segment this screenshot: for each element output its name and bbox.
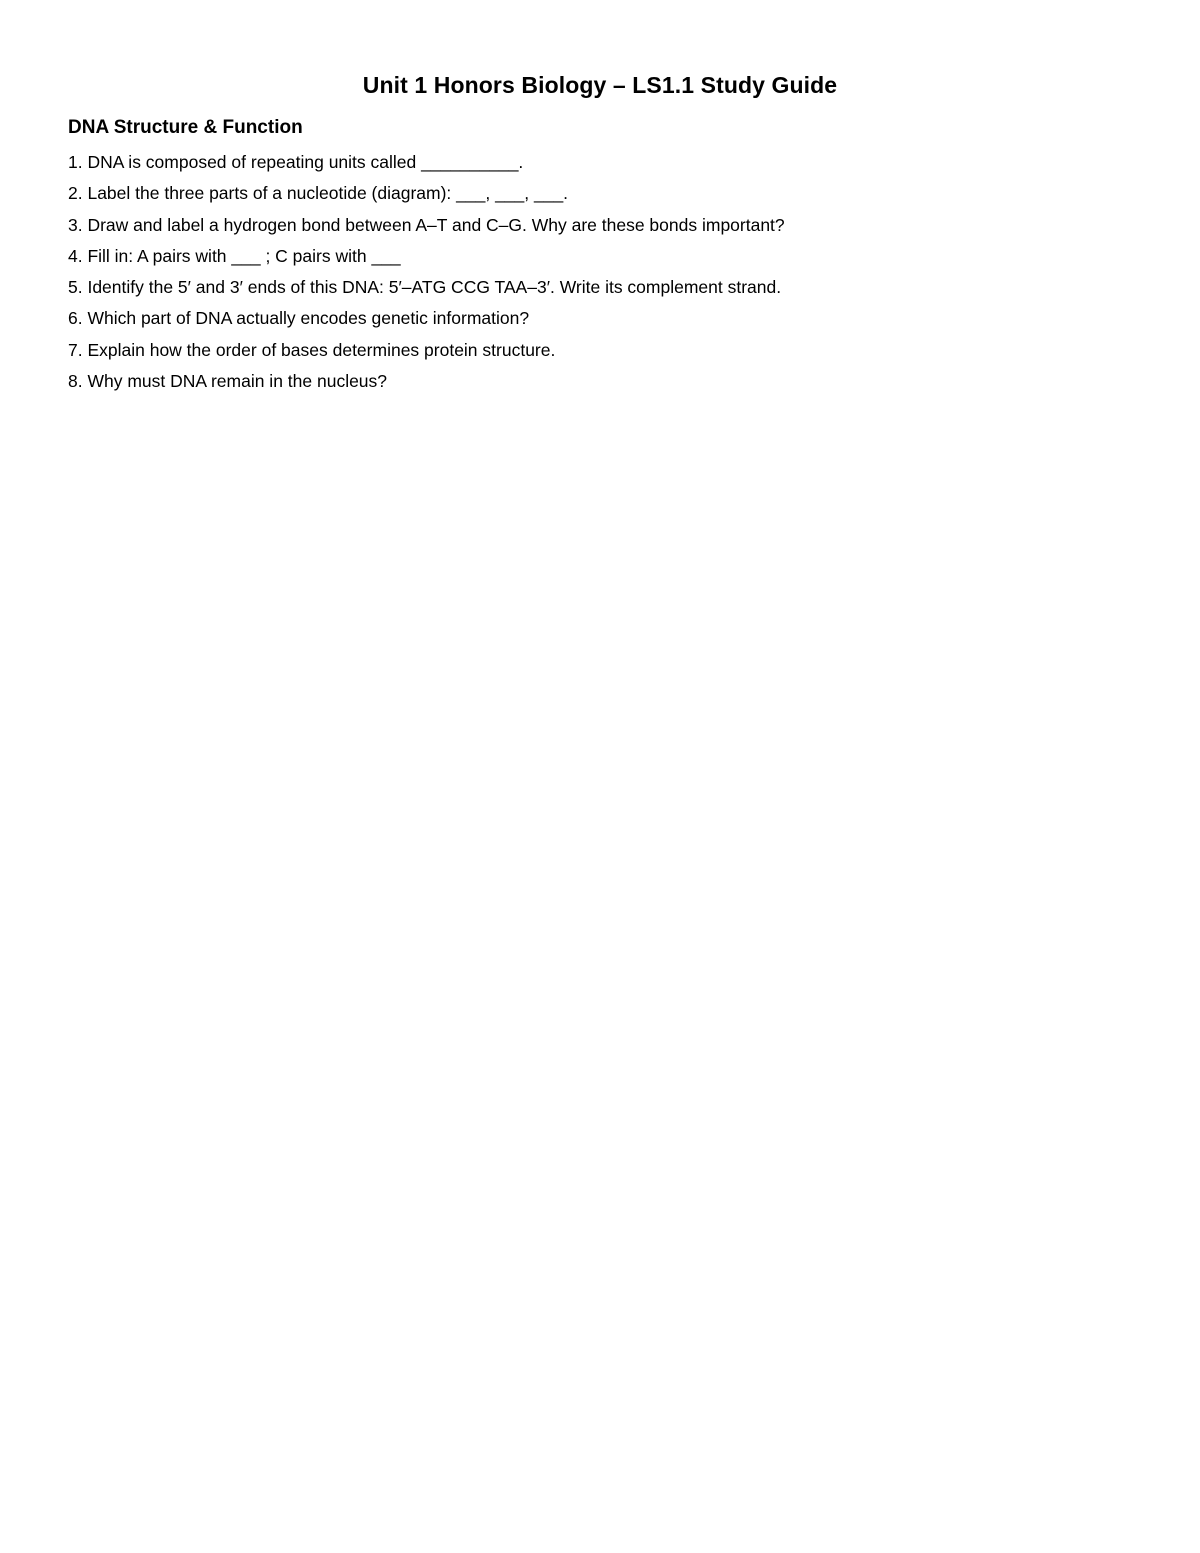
question-6: 6. Which part of DNA actually encodes genetic information? [68, 308, 530, 329]
question-list [68, 147, 1200, 397]
question-1: 1. DNA is composed of repeating units called __________. [68, 152, 524, 172]
document-title: Unit 1 Honors Biology – LS1.1 Study Guide [362, 72, 838, 98]
question-5: 5. Identify the 5′ and 3′ ends of this DNA: 5′–ATG CCG TAA–3′. Write its complement strand. [68, 277, 782, 298]
question-4: 4. Fill in: A pairs with ___ ; C pairs with ___ [68, 245, 401, 266]
question-8: 8. Why must DNA remain in the nucleus? [68, 371, 388, 392]
question-2: 2. Label the three parts of a nucleotide (diagram): ___, ___, ___. [68, 183, 569, 204]
question-7: 7. Explain how the order of bases determines protein structure. [68, 339, 556, 360]
section-heading: DNA Structure & Function [68, 117, 303, 138]
question-3: 3. Draw and label a hydrogen bond between A–T and C–G. Why are these bonds important? [68, 214, 785, 235]
